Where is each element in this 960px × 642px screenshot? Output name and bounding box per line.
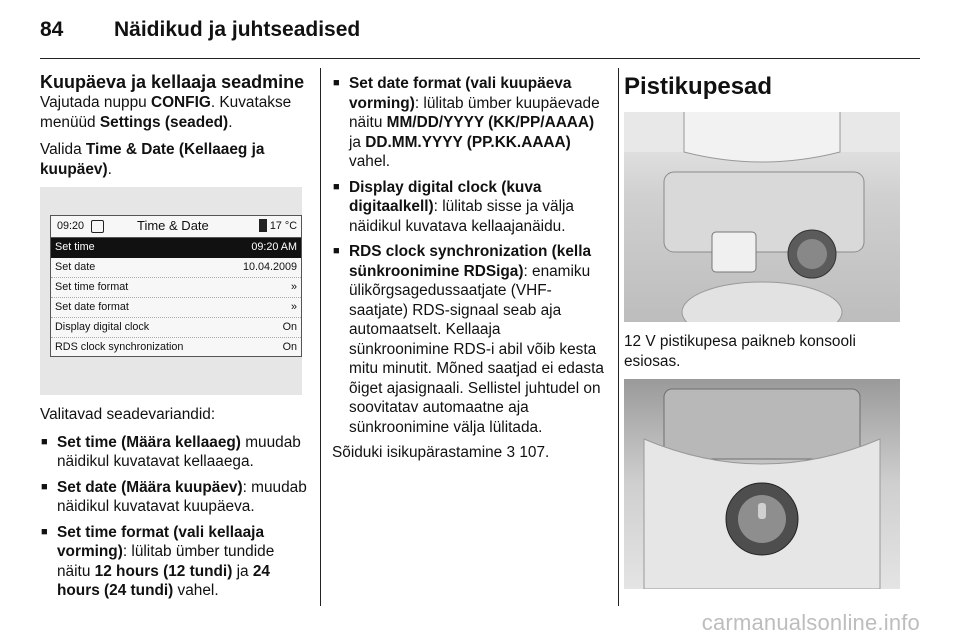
- column-3: [624, 72, 900, 589]
- column-2: [332, 74, 604, 471]
- bold-text: RDS clock synchronization (kella sünkroonimine RDSiga): [349, 243, 592, 280]
- display-screen: [50, 215, 302, 357]
- text: . Kuvatakse menüüd: [40, 94, 292, 131]
- section-title-date-time: Kuupäeva ja kellaaja seadmine: [40, 72, 305, 92]
- socket-caption: 12 V pistikupesa paikneb konsooli esiosas.: [624, 333, 856, 370]
- row-value: »: [290, 301, 297, 313]
- page-ref-icon: 3: [506, 444, 516, 461]
- row-label: Display digital clock: [55, 321, 150, 333]
- row-value: 10.04.2009: [242, 261, 297, 273]
- text: : lülitab ümber tundide näitu: [57, 543, 275, 580]
- bold-text: 24 hours (24 tundi): [57, 562, 270, 599]
- list-item: [332, 74, 604, 172]
- header-rule: [40, 58, 920, 59]
- options-list: [40, 433, 308, 601]
- row-value: »: [290, 281, 297, 293]
- bold-text: Settings (seaded): [99, 113, 229, 131]
- watermark: carmanualsonline.info: [701, 610, 920, 635]
- text: : enamiku ülikõrgsagedussaatjate (VHF-saatjate) RDS-signaal seab aja automaatselt. Kellaaja sünkroonimine RDS-i abil võib kesta mitu minutit. Mõned saatjad ei edasta õiget ajasignaali. Sellistel juhtudel on soovitatav automaatne aja sünkroonimine välja lülitada.: [349, 262, 604, 436]
- screen-header: [51, 216, 301, 238]
- text: muudab näidikul kuvatavat kellaaega.: [57, 433, 301, 470]
- text: : lülitab sisse ja välja näidikul kuvatava kellaajanäidu.: [349, 198, 574, 235]
- list-item: [40, 478, 308, 517]
- bold-text: CONFIG: [150, 94, 211, 111]
- cross-reference[interactable]: [332, 443, 604, 463]
- thermometer-icon: [259, 219, 267, 232]
- paragraph-select: [40, 140, 308, 179]
- text: : lülitab ümber kuupäevade näitu: [349, 94, 600, 131]
- clock-icon: [91, 220, 104, 233]
- screen-row-set-date-format: [51, 298, 301, 318]
- column-divider-2: [618, 68, 619, 606]
- screen-row-set-date: [51, 258, 301, 278]
- screen-time: 09:20: [57, 220, 85, 232]
- bold-text: Set date format (vali kuupäeva vorming): [349, 75, 572, 112]
- column-divider-1: [320, 68, 321, 606]
- list-item: [40, 523, 308, 601]
- row-label: Set date: [55, 261, 96, 273]
- row-label: Set time: [55, 241, 95, 253]
- row-value: On: [282, 321, 297, 333]
- bold-text: Set time (Määra kellaaeg): [57, 433, 241, 451]
- text: .: [228, 113, 233, 131]
- row-value: 09:20 AM: [251, 241, 297, 253]
- socket-illustration: [624, 112, 900, 322]
- screen-temperature: 17 °C: [269, 220, 297, 232]
- list-item: [332, 242, 604, 437]
- bold-text: DD.MM.YYYY (PP.KK.AAAA): [365, 133, 571, 151]
- bold-text: Display digital clock (kuva digitaalkell): [349, 178, 542, 215]
- options-list-continued: [332, 74, 604, 437]
- text: vahel.: [173, 582, 219, 599]
- bold-text: Set time format (vali kellaaja vorming): [57, 523, 265, 560]
- screen-row-display-clock: [51, 318, 301, 338]
- list-item: [332, 178, 604, 237]
- screen-title: Time & Date: [137, 218, 209, 233]
- row-label: Set time format: [55, 281, 129, 293]
- screen-row-rds-sync: [51, 338, 301, 357]
- text: .: [107, 160, 112, 178]
- row-label: Set date format: [55, 301, 129, 313]
- socket-photo-1: [624, 112, 900, 322]
- text: ja: [232, 562, 253, 580]
- column-1: [40, 72, 308, 607]
- socket-closeup-illustration: [624, 379, 900, 589]
- reference-page: 107.: [515, 444, 550, 461]
- chapter-title: Näidikud ja juhtseadised: [114, 18, 361, 41]
- bold-text: Time & Date (Kellaaeg ja kuupäev): [40, 141, 265, 178]
- bold-text: MM/DD/YYYY (KK/PP/AAAA): [386, 114, 595, 131]
- text: vahel.: [349, 153, 391, 170]
- screen-row-set-time: [51, 238, 301, 258]
- page-number: 84: [40, 18, 64, 41]
- display-figure: [40, 187, 302, 395]
- bold-text: 12 hours (12 tundi): [94, 562, 233, 580]
- text: Valida: [40, 141, 86, 158]
- section-title-sockets: Pistikupesad: [624, 73, 773, 100]
- screen-row-set-time-format: [51, 278, 301, 298]
- page-header: [40, 18, 360, 42]
- socket-photo-2: [624, 379, 900, 589]
- row-label: RDS clock synchronization: [55, 341, 184, 353]
- text: ja: [349, 133, 366, 151]
- paragraph-options: Valitavad seadevariandid:: [40, 406, 216, 423]
- paragraph-config: [40, 93, 308, 132]
- text: Vajutada nuppu: [40, 94, 151, 111]
- reference-text: Sõiduki isikupärastamine: [332, 444, 507, 461]
- text: : muudab näidikul kuvatavat kuupäeva.: [57, 478, 307, 515]
- row-value: On: [282, 341, 297, 353]
- bold-text: Set date (Määra kuupäev): [57, 478, 243, 496]
- list-item: [40, 433, 308, 472]
